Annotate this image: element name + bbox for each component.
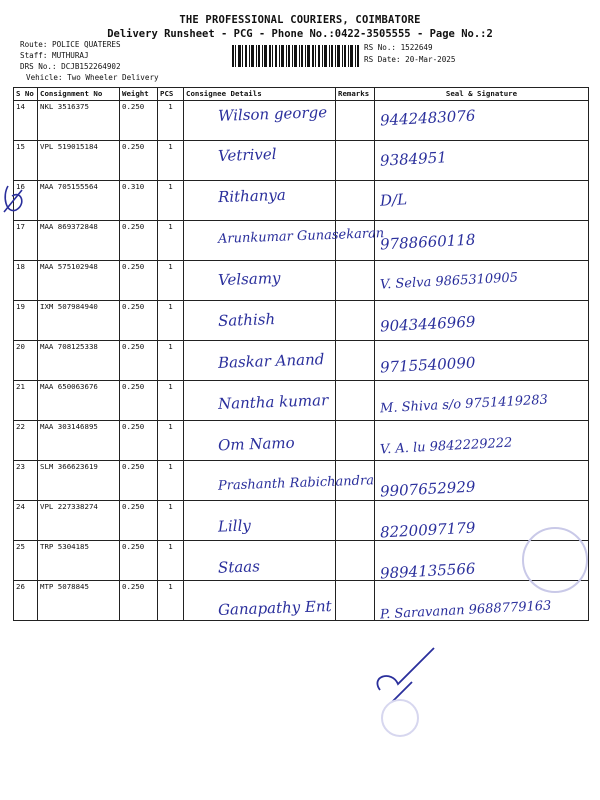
- handwritten-signature: V. A. lu 9842229222: [379, 435, 513, 458]
- consignment-no-cell: MAA 650063676: [38, 381, 120, 421]
- consignment-no-cell: MAA 708125338: [38, 341, 120, 381]
- pcs-cell: 1: [158, 301, 184, 341]
- remarks-cell: [336, 101, 375, 141]
- remarks-cell: [336, 381, 375, 421]
- pcs-cell: 1: [158, 421, 184, 461]
- consignment-no-cell: MAA 303146895: [38, 421, 120, 461]
- pcs-cell: 1: [158, 381, 184, 421]
- pcs-cell: 1: [158, 501, 184, 541]
- sno-cell: 24: [14, 501, 38, 541]
- handwritten-consignee: Arunkumar Gunasekaran: [217, 225, 385, 247]
- remarks-cell: [336, 341, 375, 381]
- col-header-pcs: PCS: [158, 88, 184, 101]
- sno-cell: 26: [14, 581, 38, 621]
- sno-cell: 14: [14, 101, 38, 141]
- consignment-no-cell: MAA 575102948: [38, 261, 120, 301]
- weight-cell: 0.250: [120, 501, 158, 541]
- weight-cell: 0.250: [120, 221, 158, 261]
- rs-no-label: RS No.: 1522649: [364, 43, 433, 52]
- handwritten-signature: 8220097179: [379, 518, 476, 542]
- pcs-cell: 1: [158, 141, 184, 181]
- table-row: [14, 541, 589, 581]
- handwritten-consignee: Om Namo: [217, 433, 295, 454]
- pcs-cell: 1: [158, 541, 184, 581]
- sno-cell: 21: [14, 381, 38, 421]
- consignment-no-cell: IXM 507984940: [38, 301, 120, 341]
- faint-stamp: [382, 700, 418, 736]
- pcs-cell: 1: [158, 461, 184, 501]
- sno-cell: 25: [14, 541, 38, 581]
- sno-cell: 18: [14, 261, 38, 301]
- pcs-cell: 1: [158, 341, 184, 381]
- weight-cell: 0.250: [120, 261, 158, 301]
- remarks-cell: [336, 581, 375, 621]
- remarks-cell: [336, 261, 375, 301]
- consignee-cell: [184, 501, 336, 541]
- pcs-cell: 1: [158, 181, 184, 221]
- handwritten-consignee: Staas: [217, 557, 261, 577]
- document-title: THE PROFESSIONAL COURIERS, COIMBATORE: [179, 14, 421, 26]
- table-header-row: [14, 88, 589, 101]
- weight-cell: 0.250: [120, 141, 158, 181]
- handwritten-signature: 9788660118: [379, 230, 476, 254]
- sno-cell: 17: [14, 221, 38, 261]
- remarks-cell: [336, 301, 375, 341]
- sno-cell: 15: [14, 141, 38, 181]
- handwritten-consignee: Vetrivel: [217, 145, 277, 166]
- pcs-cell: 1: [158, 101, 184, 141]
- weight-cell: 0.250: [120, 541, 158, 581]
- remarks-cell: [336, 181, 375, 221]
- weight-cell: 0.250: [120, 381, 158, 421]
- rs-date-label: RS Date: 20-Mar-2025: [364, 55, 456, 64]
- pcs-cell: 1: [158, 261, 184, 301]
- document-subtitle: Delivery Runsheet - PCG - Phone No.:0422-3505555 - Page No.:2: [107, 28, 493, 40]
- handwritten-consignee: Sathish: [217, 310, 276, 330]
- handwritten-signature: 9715540090: [379, 353, 476, 377]
- handwritten-consignee: Baskar Anand: [217, 350, 325, 373]
- consignment-no-cell: VPL 519015184: [38, 141, 120, 181]
- barcode: [232, 45, 360, 67]
- consignment-no-cell: TRP 5304185: [38, 541, 120, 581]
- vehicle-label: Vehicle: Two Wheeler Delivery: [26, 73, 159, 82]
- col-header-consignment: Consignment No: [38, 88, 120, 101]
- handwritten-signature: 9384951: [379, 148, 448, 170]
- weight-cell: 0.250: [120, 301, 158, 341]
- handwritten-consignee: Lilly: [217, 516, 252, 536]
- pcs-cell: 1: [158, 221, 184, 261]
- table-row: [14, 301, 589, 341]
- consignment-no-cell: VPL 227338274: [38, 501, 120, 541]
- weight-cell: 0.250: [120, 101, 158, 141]
- sno-cell: 20: [14, 341, 38, 381]
- remarks-cell: [336, 141, 375, 181]
- handwritten-consignee: Wilson george: [217, 103, 328, 125]
- handwritten-consignee: Prashanth Rabichandra: [217, 473, 375, 494]
- sno-cell: 19: [14, 301, 38, 341]
- consignment-no-cell: NKL 3516375: [38, 101, 120, 141]
- sno-cell: 22: [14, 421, 38, 461]
- remarks-cell: [336, 541, 375, 581]
- remarks-cell: [336, 421, 375, 461]
- handwritten-consignee: Rithanya: [217, 186, 287, 207]
- handwritten-signature: M. Shiva s/o 9751419283: [379, 393, 549, 417]
- col-header-seal: Seal & Signature: [375, 88, 589, 101]
- table-row: [14, 141, 589, 181]
- handwritten-signature: 9442483076: [379, 106, 476, 130]
- handwritten-signature: V. Selva 9865310905: [379, 270, 519, 293]
- weight-cell: 0.310: [120, 181, 158, 221]
- sno-cell: 23: [14, 461, 38, 501]
- staff-label: Staff: MUTHURAJ: [20, 51, 89, 60]
- consignment-no-cell: SLM 366623619: [38, 461, 120, 501]
- handwritten-signature: D/L: [379, 190, 408, 211]
- handwritten-consignee: Ganapathy Ent: [217, 597, 332, 620]
- consignment-no-cell: MAA 869372848: [38, 221, 120, 261]
- consignment-no-cell: MAA 705155564: [38, 181, 120, 221]
- drs-label: DRS No.: DCJB152264902: [20, 62, 121, 71]
- handwritten-signature: 9894135566: [379, 559, 476, 583]
- col-header-remarks: Remarks: [336, 88, 375, 101]
- handwritten-signature: 9907652929: [379, 477, 476, 501]
- remarks-cell: [336, 501, 375, 541]
- weight-cell: 0.250: [120, 461, 158, 501]
- bottom-signature: [377, 648, 434, 702]
- handwritten-signature: 9043446969: [379, 312, 476, 336]
- weight-cell: 0.250: [120, 341, 158, 381]
- table-row: [14, 181, 589, 221]
- col-header-weight: Weight: [120, 88, 158, 101]
- consignment-no-cell: MTP 5078845: [38, 581, 120, 621]
- pcs-cell: 1: [158, 581, 184, 621]
- handwritten-consignee: Velsamy: [217, 268, 281, 289]
- handwritten-consignee: Nantha kumar: [217, 391, 329, 414]
- col-header-consignee: Consignee Details: [184, 88, 336, 101]
- handwritten-signature: P. Saravanan 9688779163: [379, 598, 552, 623]
- table-row: [14, 501, 589, 541]
- weight-cell: 0.250: [120, 421, 158, 461]
- sno-cell: 16: [14, 181, 38, 221]
- route-label: Route: POLICE QUATERES: [20, 40, 121, 49]
- col-header-sno: S No: [14, 88, 38, 101]
- weight-cell: 0.250: [120, 581, 158, 621]
